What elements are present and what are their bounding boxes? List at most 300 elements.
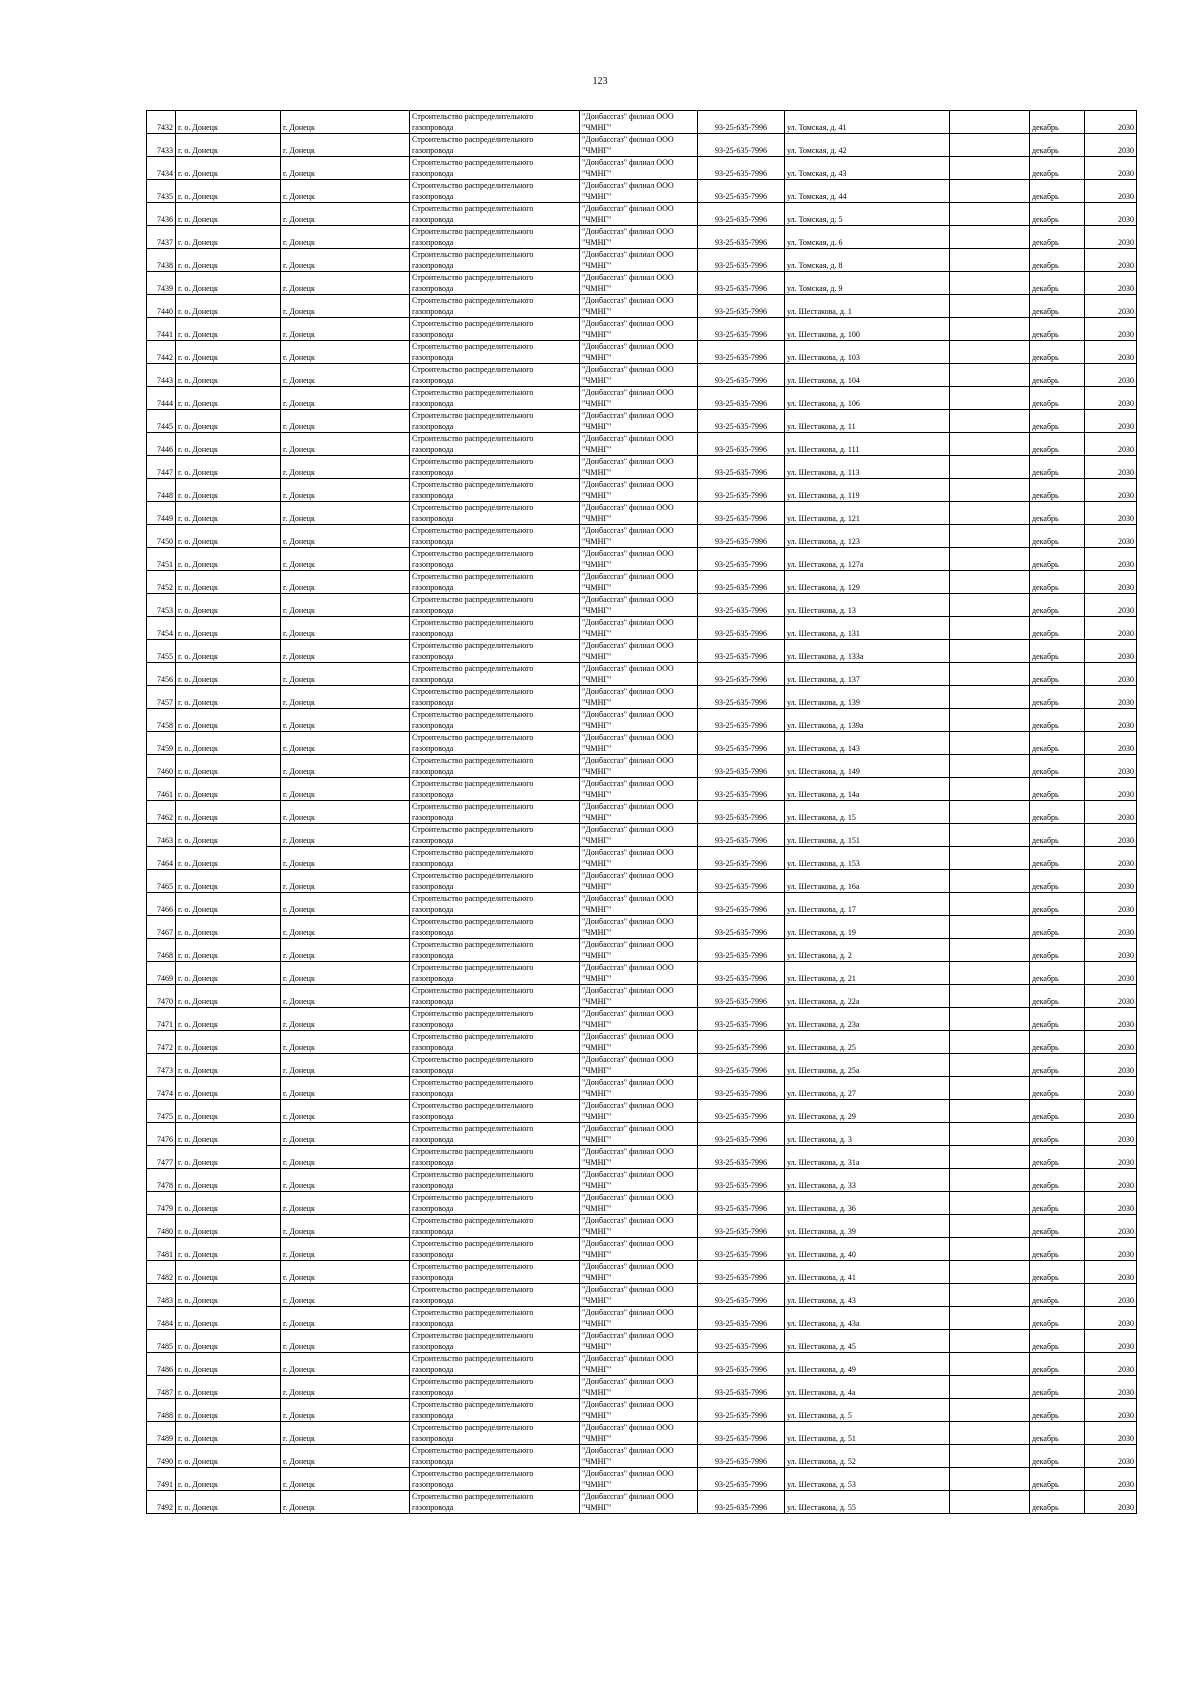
blank-cell [950,433,1030,456]
blank-cell [950,203,1030,226]
address-cell: ул. Шестакова, д. 4а [785,1376,950,1399]
blank-cell [950,985,1030,1008]
organization-cell [580,985,698,1008]
address-cell: ул. Шестакова, д. 53 [785,1468,950,1491]
table-row [147,801,1137,824]
settlement-cell: г. Донецк [281,1330,410,1353]
year-cell: 2030 [1085,249,1137,272]
address-cell: ул. Шестакова, д. 49 [785,1353,950,1376]
table-row [147,1468,1137,1491]
organization-cell-line: "ЧМНГ" [582,1503,612,1512]
organization-cell [580,893,698,916]
work-type-cell-line: Строительство распределительного [412,1285,534,1294]
year-cell: 2030 [1085,1123,1137,1146]
address-cell: ул. Шестакова, д. 15 [785,801,950,824]
settlement-cell: г. Донецк [281,111,410,134]
district-cell: г. о. Донецк [176,525,281,548]
address-cell: ул. Шестакова, д. 106 [785,387,950,410]
organization-cell-line: "ЧМНГ" [582,1457,612,1466]
work-type-cell-line: газопровода [412,974,454,983]
organization-cell-line: "Донбассгаз" филиал ООО [582,1078,674,1087]
year-cell: 2030 [1085,272,1137,295]
work-type-cell-line: газопровода [412,1365,454,1374]
blank-cell [950,502,1030,525]
year-cell: 2030 [1085,1353,1137,1376]
table-row [147,1215,1137,1238]
month-cell: декабрь [1030,824,1085,847]
blank-cell [950,1399,1030,1422]
address-cell: ул. Шестакова, д. 43 [785,1284,950,1307]
month-cell: декабрь [1030,318,1085,341]
blank-cell [950,1054,1030,1077]
organization-cell-line: "ЧМНГ" [582,307,612,316]
district-cell: г. о. Донецк [176,180,281,203]
settlement-cell: г. Донецк [281,1353,410,1376]
organization-cell-line: "Донбассгаз" филиал ООО [582,227,674,236]
year-cell: 2030 [1085,985,1137,1008]
month-cell: декабрь [1030,985,1085,1008]
work-type-cell [410,157,580,180]
object-code-cell: 93-25-635-7996 [698,203,785,226]
table-row [147,571,1137,594]
organization-cell [580,1077,698,1100]
work-type-cell [410,456,580,479]
work-type-cell [410,962,580,985]
work-type-cell [410,1491,580,1514]
address-cell: ул. Шестакова, д. 22а [785,985,950,1008]
address-cell: ул. Томская, д. 6 [785,226,950,249]
row-number-cell: 7452 [147,571,176,594]
address-cell: ул. Томская, д. 41 [785,111,950,134]
month-cell: декабрь [1030,1031,1085,1054]
object-code-cell: 93-25-635-7996 [698,249,785,272]
year-cell: 2030 [1085,295,1137,318]
organization-cell [580,1422,698,1445]
work-type-cell-line: Строительство распределительного [412,940,534,949]
district-cell: г. о. Донецк [176,479,281,502]
organization-cell-line: "ЧМНГ" [582,468,612,477]
month-cell: декабрь [1030,502,1085,525]
object-code-cell: 93-25-635-7996 [698,1353,785,1376]
month-cell: декабрь [1030,1445,1085,1468]
organization-cell [580,157,698,180]
work-type-cell-line: Строительство распределительного [412,710,534,719]
row-number-cell: 7488 [147,1399,176,1422]
organization-cell-line: "ЧМНГ" [582,491,612,500]
year-cell: 2030 [1085,226,1137,249]
object-code-cell: 93-25-635-7996 [698,157,785,180]
organization-cell [580,502,698,525]
organization-cell-line: "ЧМНГ" [582,261,612,270]
blank-cell [950,318,1030,341]
object-code-cell: 93-25-635-7996 [698,548,785,571]
blank-cell [950,640,1030,663]
work-type-cell-line: газопровода [412,514,454,523]
table-row [147,962,1137,985]
organization-cell-line: "Донбассгаз" филиал ООО [582,664,674,673]
work-type-cell-line: газопровода [412,146,454,155]
organization-cell-line: "Донбассгаз" филиал ООО [582,434,674,443]
year-cell: 2030 [1085,1284,1137,1307]
work-type-cell-line: газопровода [412,629,454,638]
organization-cell-line: "ЧМНГ" [582,813,612,822]
year-cell: 2030 [1085,1399,1137,1422]
organization-cell [580,525,698,548]
organization-cell-line: "ЧМНГ" [582,1112,612,1121]
settlement-cell: г. Донецк [281,709,410,732]
organization-cell [580,709,698,732]
work-type-cell-line: газопровода [412,905,454,914]
object-code-cell: 93-25-635-7996 [698,272,785,295]
blank-cell [950,571,1030,594]
work-type-cell [410,893,580,916]
table-row [147,180,1137,203]
work-type-cell-line: Строительство распределительного [412,526,534,535]
table-row [147,755,1137,778]
table-row [147,1123,1137,1146]
object-code-cell: 93-25-635-7996 [698,1376,785,1399]
work-type-cell-line: Строительство распределительного [412,618,534,627]
organization-cell-line: "Донбассгаз" филиал ООО [582,1193,674,1202]
address-cell: ул. Шестакова, д. 133а [785,640,950,663]
object-code-cell: 93-25-635-7996 [698,1468,785,1491]
year-cell: 2030 [1085,548,1137,571]
blank-cell [950,870,1030,893]
month-cell: декабрь [1030,962,1085,985]
month-cell: декабрь [1030,1146,1085,1169]
work-type-cell [410,226,580,249]
work-type-cell-line: Строительство распределительного [412,1262,534,1271]
work-type-cell [410,778,580,801]
blank-cell [950,1353,1030,1376]
work-type-cell [410,502,580,525]
settlement-cell: г. Донецк [281,1261,410,1284]
organization-cell-line: "ЧМНГ" [582,859,612,868]
table-row [147,1238,1137,1261]
district-cell: г. о. Донецк [176,341,281,364]
address-cell: ул. Томская, д. 5 [785,203,950,226]
settlement-cell: г. Донецк [281,364,410,387]
settlement-cell: г. Донецк [281,479,410,502]
address-cell: ул. Шестакова, д. 27 [785,1077,950,1100]
district-cell: г. о. Донецк [176,594,281,617]
address-cell: ул. Шестакова, д. 153 [785,847,950,870]
organization-cell-line: "ЧМНГ" [582,928,612,937]
work-type-cell [410,341,580,364]
address-cell: ул. Шестакова, д. 16а [785,870,950,893]
table-row [147,134,1137,157]
month-cell: декабрь [1030,778,1085,801]
row-number-cell: 7479 [147,1192,176,1215]
row-number-cell: 7448 [147,479,176,502]
work-type-cell [410,249,580,272]
year-cell: 2030 [1085,824,1137,847]
table-row [147,939,1137,962]
work-type-cell-line: газопровода [412,1158,454,1167]
district-cell: г. о. Донецк [176,249,281,272]
table-row [147,663,1137,686]
district-cell: г. о. Донецк [176,1215,281,1238]
organization-cell-line: "ЧМНГ" [582,537,612,546]
organization-cell-line: "ЧМНГ" [582,675,612,684]
settlement-cell: г. Донецк [281,1468,410,1491]
organization-cell [580,341,698,364]
work-type-cell [410,203,580,226]
blank-cell [950,594,1030,617]
month-cell: декабрь [1030,617,1085,640]
work-type-cell-line: газопровода [412,192,454,201]
address-cell: ул. Шестакова, д. 23а [785,1008,950,1031]
row-number-cell: 7441 [147,318,176,341]
object-code-cell: 93-25-635-7996 [698,1146,785,1169]
row-number-cell: 7464 [147,847,176,870]
row-number-cell: 7468 [147,939,176,962]
organization-cell-line: "Донбассгаз" филиал ООО [582,1400,674,1409]
year-cell: 2030 [1085,847,1137,870]
work-type-cell [410,1399,580,1422]
district-cell: г. о. Донецк [176,755,281,778]
organization-cell-line: "ЧМНГ" [582,238,612,247]
organization-cell-line: "ЧМНГ" [582,215,612,224]
row-number-cell: 7439 [147,272,176,295]
work-type-cell-line: газопровода [412,1204,454,1213]
address-cell: ул. Шестакова, д. 149 [785,755,950,778]
object-code-cell: 93-25-635-7996 [698,663,785,686]
district-cell: г. о. Донецк [176,732,281,755]
work-type-cell-line: Строительство распределительного [412,1239,534,1248]
row-number-cell: 7462 [147,801,176,824]
organization-cell-line: "Донбассгаз" филиал ООО [582,1216,674,1225]
row-number-cell: 7449 [147,502,176,525]
work-type-cell-line: газопровода [412,215,454,224]
work-type-cell-line: газопровода [412,468,454,477]
object-code-cell: 93-25-635-7996 [698,1307,785,1330]
row-number-cell: 7483 [147,1284,176,1307]
organization-cell [580,1307,698,1330]
work-type-cell [410,1445,580,1468]
table-row [147,226,1137,249]
organization-cell [580,1215,698,1238]
work-type-cell-line: газопровода [412,951,454,960]
district-cell: г. о. Донецк [176,111,281,134]
work-type-cell [410,870,580,893]
work-type-cell-line: газопровода [412,284,454,293]
work-type-cell-line: газопровода [412,1342,454,1351]
work-type-cell-line: газопровода [412,1434,454,1443]
district-cell: г. о. Донецк [176,1077,281,1100]
organization-cell-line: "Донбассгаз" филиал ООО [582,710,674,719]
organization-cell-line: "ЧМНГ" [582,1273,612,1282]
organization-cell-line: "ЧМНГ" [582,744,612,753]
organization-cell [580,824,698,847]
district-cell: г. о. Донецк [176,548,281,571]
blank-cell [950,755,1030,778]
work-type-cell-line: Строительство распределительного [412,457,534,466]
object-code-cell: 93-25-635-7996 [698,640,785,663]
organization-cell-line: "ЧМНГ" [582,606,612,615]
address-cell: ул. Шестакова, д. 3 [785,1123,950,1146]
organization-cell-line: "Донбассгаз" филиал ООО [582,1423,674,1432]
row-number-cell: 7472 [147,1031,176,1054]
work-type-cell [410,1008,580,1031]
object-code-cell: 93-25-635-7996 [698,1192,785,1215]
object-code-cell: 93-25-635-7996 [698,134,785,157]
organization-cell-line: "ЧМНГ" [582,146,612,155]
month-cell: декабрь [1030,893,1085,916]
object-code-cell: 93-25-635-7996 [698,1491,785,1514]
work-type-cell [410,387,580,410]
district-cell: г. о. Донецк [176,893,281,916]
district-cell: г. о. Донецк [176,801,281,824]
work-type-cell-line: газопровода [412,606,454,615]
address-cell: ул. Шестакова, д. 51 [785,1422,950,1445]
organization-cell [580,387,698,410]
district-cell: г. о. Донецк [176,433,281,456]
month-cell: декабрь [1030,870,1085,893]
table-row [147,1169,1137,1192]
settlement-cell: г. Донецк [281,387,410,410]
row-number-cell: 7433 [147,134,176,157]
organization-cell-line: "Донбассгаз" филиал ООО [582,1262,674,1271]
organization-cell-line: "Донбассгаз" филиал ООО [582,1124,674,1133]
blank-cell [950,272,1030,295]
work-type-cell-line: газопровода [412,1020,454,1029]
settlement-cell: г. Донецк [281,502,410,525]
organization-cell-line: "Донбассгаз" филиал ООО [582,503,674,512]
work-type-cell-line: газопровода [412,1480,454,1489]
month-cell: декабрь [1030,1422,1085,1445]
blank-cell [950,1169,1030,1192]
object-code-cell: 93-25-635-7996 [698,1215,785,1238]
organization-cell [580,1100,698,1123]
settlement-cell: г. Донецк [281,249,410,272]
organization-cell-line: "Донбассгаз" филиал ООО [582,204,674,213]
year-cell: 2030 [1085,1146,1137,1169]
work-type-cell-line: Строительство распределительного [412,572,534,581]
blank-cell [950,778,1030,801]
month-cell: декабрь [1030,1376,1085,1399]
organization-cell-line: "ЧМНГ" [582,1480,612,1489]
settlement-cell: г. Донецк [281,226,410,249]
settlement-cell: г. Донецк [281,617,410,640]
work-type-cell-line: Строительство распределительного [412,1492,534,1501]
row-number-cell: 7475 [147,1100,176,1123]
organization-cell-line: "ЧМНГ" [582,330,612,339]
organization-cell [580,433,698,456]
organization-cell-line: "ЧМНГ" [582,951,612,960]
organization-cell-line: "ЧМНГ" [582,905,612,914]
work-type-cell [410,709,580,732]
year-cell: 2030 [1085,525,1137,548]
work-type-cell-line: Строительство распределительного [412,733,534,742]
organization-cell-line: "ЧМНГ" [582,399,612,408]
organization-cell [580,1146,698,1169]
organization-cell-line: "ЧМНГ" [582,422,612,431]
blank-cell [950,732,1030,755]
blank-cell [950,617,1030,640]
work-type-cell-line: Строительство распределительного [412,1216,534,1225]
organization-cell-line: "ЧМНГ" [582,1066,612,1075]
settlement-cell: г. Донецк [281,548,410,571]
settlement-cell: г. Донецк [281,594,410,617]
row-number-cell: 7465 [147,870,176,893]
year-cell: 2030 [1085,686,1137,709]
month-cell: декабрь [1030,272,1085,295]
row-number-cell: 7454 [147,617,176,640]
table-row [147,456,1137,479]
work-type-cell-line: Строительство распределительного [412,503,534,512]
table-row [147,272,1137,295]
address-cell: ул. Томская, д. 44 [785,180,950,203]
object-code-cell: 93-25-635-7996 [698,732,785,755]
work-type-cell-line: газопровода [412,238,454,247]
settlement-cell: г. Донецк [281,525,410,548]
work-type-cell-line: газопровода [412,997,454,1006]
object-code-cell: 93-25-635-7996 [698,755,785,778]
table-row [147,203,1137,226]
work-type-cell-line: Строительство распределительного [412,1469,534,1478]
organization-cell-line: "Донбассгаз" филиал ООО [582,940,674,949]
district-cell: г. о. Донецк [176,640,281,663]
month-cell: декабрь [1030,663,1085,686]
table-row [147,249,1137,272]
work-type-cell-line: Строительство распределительного [412,1078,534,1087]
work-type-cell [410,1238,580,1261]
work-type-cell [410,1261,580,1284]
organization-cell-line: "ЧМНГ" [582,560,612,569]
work-type-cell-line: газопровода [412,1066,454,1075]
work-type-cell-line: Строительство распределительного [412,1193,534,1202]
address-cell: ул. Шестакова, д. 139а [785,709,950,732]
address-cell: ул. Шестакова, д. 123 [785,525,950,548]
work-type-cell-line: Строительство распределительного [412,1101,534,1110]
row-number-cell: 7466 [147,893,176,916]
organization-cell [580,272,698,295]
table-row [147,1353,1137,1376]
month-cell: декабрь [1030,1399,1085,1422]
table-row [147,1031,1137,1054]
row-number-cell: 7436 [147,203,176,226]
settlement-cell: г. Донецк [281,203,410,226]
organization-cell-line: "ЧМНГ" [582,652,612,661]
year-cell: 2030 [1085,1031,1137,1054]
work-type-cell-line: газопровода [412,1181,454,1190]
organization-cell-line: "Донбассгаз" филиал ООО [582,342,674,351]
blank-cell [950,801,1030,824]
district-cell: г. о. Донецк [176,1284,281,1307]
table-row [147,916,1137,939]
address-cell: ул. Шестакова, д. 33 [785,1169,950,1192]
month-cell: декабрь [1030,295,1085,318]
row-number-cell: 7492 [147,1491,176,1514]
organization-cell-line: "Донбассгаз" филиал ООО [582,894,674,903]
organization-cell-line: "Донбассгаз" филиал ООО [582,526,674,535]
organization-cell [580,1353,698,1376]
work-type-cell-line: Строительство распределительного [412,779,534,788]
year-cell: 2030 [1085,1445,1137,1468]
table-row [147,525,1137,548]
organization-cell-line: "Донбассгаз" филиал ООО [582,411,674,420]
year-cell: 2030 [1085,410,1137,433]
work-type-cell [410,111,580,134]
object-code-cell: 93-25-635-7996 [698,709,785,732]
table-row [147,548,1137,571]
address-cell: ул. Шестакова, д. 104 [785,364,950,387]
row-number-cell: 7485 [147,1330,176,1353]
row-number-cell: 7432 [147,111,176,134]
organization-cell-line: "Донбассгаз" филиал ООО [582,756,674,765]
blank-cell [950,1215,1030,1238]
